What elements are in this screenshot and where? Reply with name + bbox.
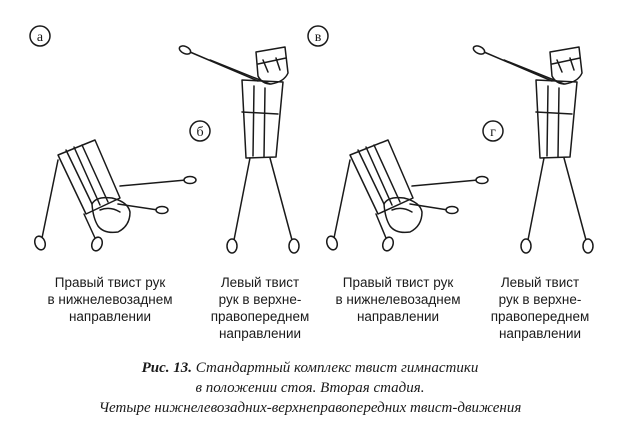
figure-a-bent-twist	[33, 140, 196, 252]
label-b-text: б	[196, 125, 204, 140]
description-c: Правый твист рук в нижнелевозаднем направлении	[335, 275, 461, 324]
figure-b-upright-twist	[178, 44, 299, 253]
caption-line-1	[0, 358, 620, 378]
label-g-text: г	[490, 125, 496, 140]
label-a	[30, 26, 50, 46]
description-b: Левый твист рук в верхне- правопереднем направлении	[210, 275, 310, 341]
label-b	[190, 121, 210, 141]
caption-title: Стандартный комплекс твист гимнастики	[195, 360, 479, 376]
label-v	[308, 26, 328, 46]
figure-c-bent-twist	[325, 140, 488, 252]
label-a-text: а	[36, 30, 44, 45]
figure-d-upright-twist	[472, 44, 593, 253]
description-a: Правый твист рук в нижнелевозаднем направлении	[47, 275, 173, 324]
label-g	[483, 121, 503, 141]
description-d: Левый твист рук в верхне- правопереднем направлении	[490, 275, 590, 341]
figure-caption	[0, 358, 620, 418]
caption-number: Рис. 13.	[141, 360, 193, 376]
label-v-text: в	[314, 30, 322, 45]
caption-line-2: в положении стоя. Вторая стадия.	[195, 380, 425, 396]
caption-line-3: Четыре нижнелевозадних-верхнеправопередних твист-движения	[98, 400, 522, 416]
